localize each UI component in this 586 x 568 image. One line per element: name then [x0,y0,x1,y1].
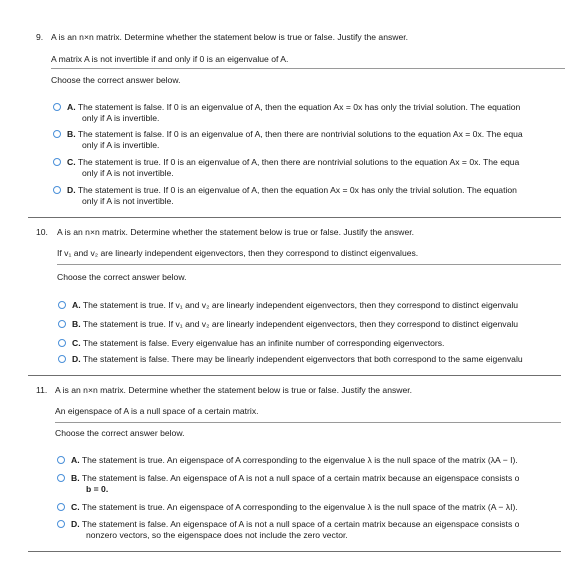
option-text: The statement is false. If 0 is an eigenvalue of A, then the equation Ax = 0x has only the trivial solution. The equation [77,102,521,112]
radio-button[interactable] [53,186,61,194]
question-prompt: A is an n×n matrix. Determine whether the statement below is true or false. Justify the answer. [57,227,415,237]
option-letter: A. [72,300,81,310]
option-letter: B. [72,319,81,329]
option-text: The statement is true. An eigenspace of A corresponding to the eigenvalue λ is the null space of the matrix (A − λI). [81,502,518,512]
option-text-continued: nonzero vectors, so the eigenspace does not include the zero vector. [86,530,348,540]
radio-button[interactable] [53,103,61,111]
option-text-continued: only if A is not invertible. [82,196,174,206]
question-separator [28,217,561,218]
question-separator [28,375,561,376]
question-prompt: A is an n×n matrix. Determine whether the statement below is true or false. Justify the answer. [55,385,413,395]
option-text-continued: b = 0. [86,484,109,494]
option-text-continued: only if A is invertible. [82,140,160,150]
choose-instruction: Choose the correct answer below. [55,428,185,438]
option-letter: D. [71,519,80,529]
divider [57,264,561,265]
option-text: The statement is false. An eigenspace of A is not a null space of a certain matrix because an eigenspace consists o [81,519,520,529]
divider [55,422,561,423]
option-letter: B. [71,473,80,483]
option-letter: A. [71,455,80,465]
question-separator [28,551,561,552]
radio-button[interactable] [53,130,61,138]
option-letter: C. [67,157,76,167]
radio-button[interactable] [57,520,65,528]
option-text: The statement is true. An eigenspace of A corresponding to the eigenvalue λ is the null space of the matrix (λA − I). [81,455,518,465]
option-letter: D. [72,354,81,364]
option-text: The statement is true. If 0 is an eigenvalue of A, then there are nontrivial solutions to the equation Ax = 0x. The equa [77,157,520,167]
question-statement: If v₁ and v₂ are linearly independent eigenvectors, then they correspond to distinct eigenvalues. [57,248,419,258]
option-text: The statement is false. There may be linearly independent eigenvectors that both correspond to the same eigenvalu [82,354,523,364]
option-text: The statement is true. If v₁ and v₂ are linearly independent eigenvectors, then they correspond to distinct eigenvalu [82,300,519,310]
option-text: The statement is false. If 0 is an eigenvalue of A, then there are nontrivial solutions to the equation Ax = 0x. The equa [77,129,523,139]
option-letter: D. [67,185,76,195]
radio-button[interactable] [58,301,66,309]
radio-button[interactable] [57,474,65,482]
question-statement: A matrix A is not invertible if and only if 0 is an eigenvalue of A. [51,54,289,64]
divider [51,68,565,69]
radio-button[interactable] [58,320,66,328]
option-text-continued: only if A is invertible. [82,113,160,123]
option-letter: C. [71,502,80,512]
option-text: The statement is false. An eigenspace of A is not a null space of a certain matrix because an eigenspace consists o [81,473,520,483]
question-number: 9. [36,32,44,42]
question-number: 10. [36,227,48,237]
option-text-continued: only if A is not invertible. [82,168,174,178]
question-number: 11. [36,385,48,395]
radio-button[interactable] [57,456,65,464]
option-text: The statement is false. Every eigenvalue has an infinite number of corresponding eigenvectors. [82,338,445,348]
question-prompt: A is an n×n matrix. Determine whether the statement below is true or false. Justify the answer. [51,32,409,42]
radio-button[interactable] [58,355,66,363]
option-text: The statement is true. If v₁ and v₂ are linearly independent eigenvectors, then they correspond to distinct eigenvalu [82,319,519,329]
choose-instruction: Choose the correct answer below. [57,272,187,282]
radio-button[interactable] [58,339,66,347]
option-text: The statement is true. If 0 is an eigenvalue of A, then the equation Ax = 0x has only the trivial solution. The equation [77,185,517,195]
choose-instruction: Choose the correct answer below. [51,75,181,85]
radio-button[interactable] [57,503,65,511]
radio-button[interactable] [53,158,61,166]
option-letter: A. [67,102,76,112]
question-statement: An eigenspace of A is a null space of a certain matrix. [55,406,259,416]
option-letter: B. [67,129,76,139]
option-letter: C. [72,338,81,348]
